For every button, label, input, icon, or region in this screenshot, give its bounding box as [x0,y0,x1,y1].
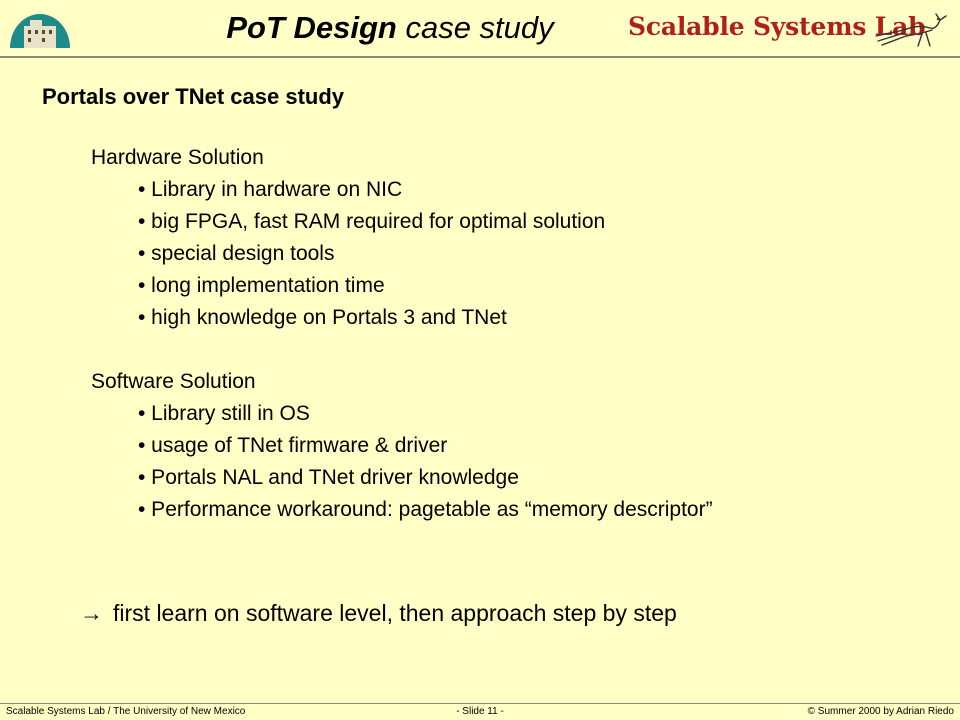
lab-logo-text: Scalable Systems Lab [628,12,926,41]
content-heading: Portals over TNet case study [42,84,345,109]
software-bullet: • Portals NAL and TNet driver knowledge [138,466,519,489]
roadrunner-bird-icon [874,8,948,48]
software-bullet: • usage of TNet firmware & driver [138,434,448,457]
footer-left-text: Scalable Systems Lab / The University of New Mexico [6,706,246,717]
hardware-bullet: • Library in hardware on NIC [138,178,403,201]
conclusion-text: first learn on software level, then approach step by step [113,600,677,626]
hardware-solution-title: Hardware Solution [91,146,264,169]
lab-logo [628,8,948,48]
slide-title-strong: PoT Design [226,10,397,45]
footer-copyright: © Summer 2000 by Adrian Riedo [807,706,954,717]
hardware-bullet: • high knowledge on Portals 3 and TNet [138,306,507,329]
software-solution-title: Software Solution [91,370,256,393]
software-bullet: • Library still in OS [138,402,310,425]
software-bullet: • Performance workaround: pagetable as “memory descriptor” [138,498,713,521]
hardware-bullet: • special design tools [138,242,335,265]
conclusion-line [80,600,677,627]
hardware-bullet: • big FPGA, fast RAM required for optimal solution [138,210,606,233]
slide-number: - Slide 11 - [456,706,504,717]
slide-header [0,0,960,56]
right-arrow-icon: → [80,600,103,626]
header-divider [0,56,960,58]
hardware-bullet: • long implementation time [138,274,385,297]
footer-divider [0,703,960,704]
slide-title-rest: case study [396,10,554,45]
